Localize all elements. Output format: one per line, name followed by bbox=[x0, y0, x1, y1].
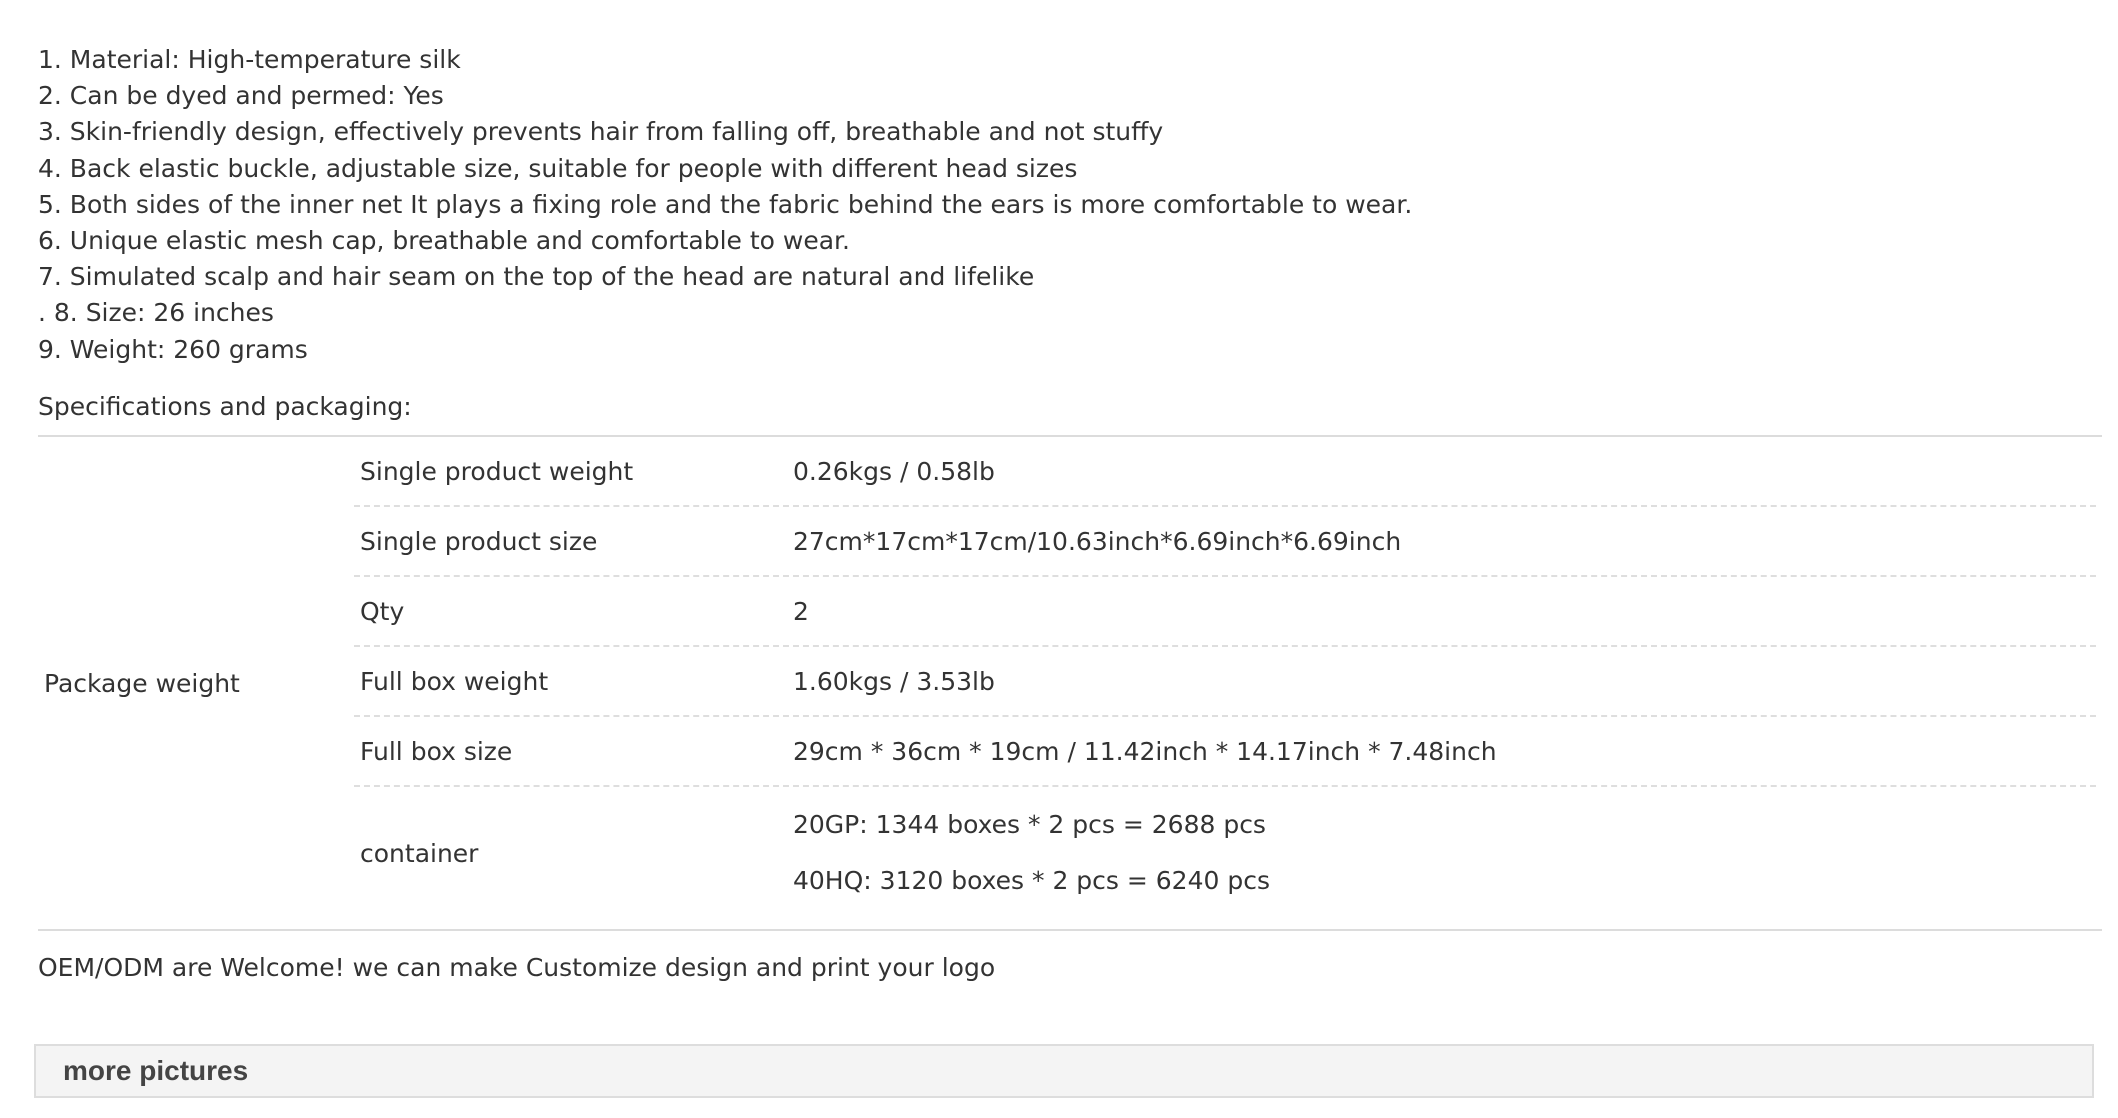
spec-heading: Specifications and packaging: bbox=[38, 392, 412, 421]
feature-item: 2. Can be dyed and permed: Yes bbox=[38, 81, 444, 111]
feature-item: 5. Both sides of the inner net It plays a fixing role and the fabric behind the ears is more comfortable to wear. bbox=[38, 189, 1413, 219]
spec-value: 0.26kgs / 0.58lb bbox=[793, 456, 995, 486]
spec-group-label: Package weight bbox=[44, 668, 240, 698]
spec-value: 2 bbox=[793, 596, 809, 626]
spec-row bbox=[354, 437, 2096, 507]
feature-item: 4. Back elastic buckle, adjustable size, suitable for people with different head sizes bbox=[38, 153, 1078, 183]
feature-item: . 8. Size: 26 inches bbox=[38, 298, 274, 328]
spec-value: 29cm * 36cm * 19cm / 11.42inch * 14.17inch * 7.48inch bbox=[793, 736, 1497, 766]
more-pictures-tab[interactable] bbox=[34, 1044, 2094, 1098]
spec-key: Single product weight bbox=[360, 456, 634, 486]
spec-key: container bbox=[360, 838, 479, 868]
spec-key: Full box weight bbox=[360, 666, 549, 696]
container-line: 20GP: 1344 boxes * 2 pcs = 2688 pcs bbox=[793, 810, 1266, 839]
spec-value: 1.60kgs / 3.53lb bbox=[793, 666, 995, 696]
feature-list bbox=[38, 42, 1412, 368]
spec-table bbox=[38, 435, 2102, 931]
spec-value: 27cm*17cm*17cm/10.63inch*6.69inch*6.69inch bbox=[793, 526, 1402, 556]
spec-rows bbox=[354, 437, 2096, 919]
spec-row-container bbox=[354, 787, 2096, 919]
container-line: 40HQ: 3120 boxes * 2 pcs = 6240 pcs bbox=[793, 866, 1270, 895]
feature-item: 9. Weight: 260 grams bbox=[38, 334, 308, 364]
feature-item: 7. Simulated scalp and hair seam on the top of the head are natural and lifelike bbox=[38, 262, 1035, 292]
spec-key: Single product size bbox=[360, 526, 598, 556]
spec-key: Qty bbox=[360, 596, 405, 626]
spec-row bbox=[354, 717, 2096, 787]
spec-row bbox=[354, 507, 2096, 577]
spec-key: Full box size bbox=[360, 736, 513, 766]
feature-item: 6. Unique elastic mesh cap, breathable and comfortable to wear. bbox=[38, 225, 850, 255]
feature-item: 3. Skin-friendly design, effectively prevents hair from falling off, breathable and not stuffy bbox=[38, 117, 1164, 147]
oem-notice: OEM/ODM are Welcome! we can make Customize design and print your logo bbox=[38, 953, 996, 982]
spec-row bbox=[354, 647, 2096, 717]
spec-value-container bbox=[793, 787, 1270, 919]
feature-item: 1. Material: High-temperature silk bbox=[38, 45, 461, 74]
spec-row bbox=[354, 577, 2096, 647]
more-pictures-label: more pictures bbox=[63, 1055, 249, 1086]
